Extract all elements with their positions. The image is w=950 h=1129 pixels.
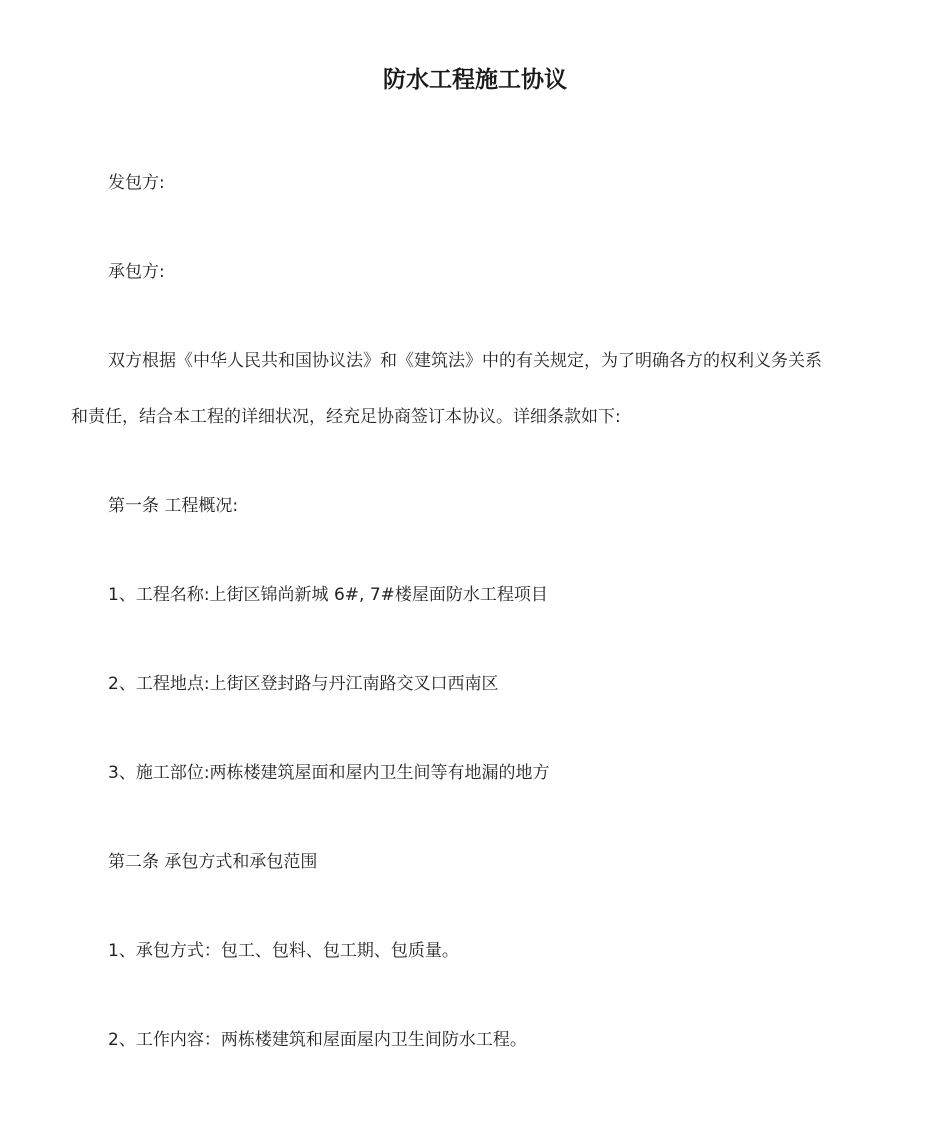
article-1-heading: 第一条 工程概况:	[108, 496, 239, 516]
article-2-item-2: 2、工作内容：两栋楼建筑和屋面屋内卫生间防水工程。	[108, 1030, 527, 1050]
article-2-item-1: 1、承包方式：包工、包料、包工期、包质量。	[108, 941, 459, 961]
party-b-label: 承包方:	[108, 262, 165, 282]
party-a-label: 发包方:	[108, 173, 165, 193]
article-1-item-1: 1、工程名称:上街区锦尚新城 6#, 7#楼屋面防水工程项目	[108, 585, 548, 605]
article-1-item-2: 2、工程地点:上街区登封路与丹江南路交叉口西南区	[108, 674, 499, 694]
intro-paragraph-line-2: 和责任，结合本工程的详细状况，经充足协商签订本协议。详细条款如下:	[71, 407, 621, 427]
article-1-item-3: 3、施工部位:两栋楼建筑屋面和屋内卫生间等有地漏的地方	[108, 763, 550, 783]
document-title: 防水工程施工协议	[383, 67, 567, 93]
article-2-heading: 第二条 承包方式和承包范围	[108, 852, 318, 872]
intro-paragraph-line-1: 双方根据《中华人民共和国协议法》和《建筑法》中的有关规定，为了明确各方的权利义务关系	[108, 351, 822, 371]
